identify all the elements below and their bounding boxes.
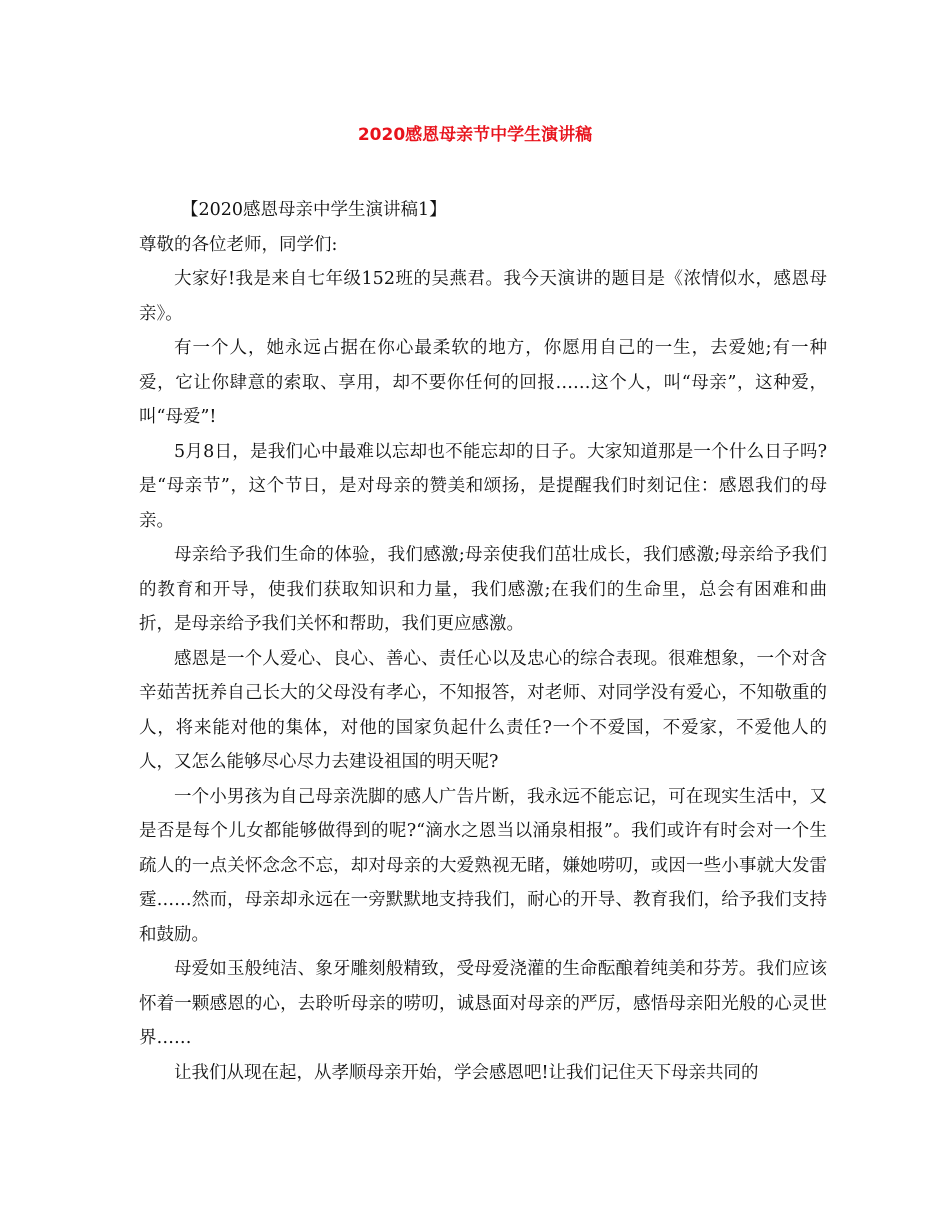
paragraph: 5月8日，是我们心中最难以忘却也不能忘却的日子。大家知道那是一个什么日子吗?是“母亲节”，这个节日，是对母亲的赞美和颂扬，是提醒我们时刻记住：感恩我们的母亲。 — [139, 441, 827, 531]
document-title: 2020感恩母亲节中学生演讲稿 — [357, 125, 593, 145]
paragraph: 母爱如玉般纯洁、象牙雕刻般精致，受母爱浇灌的生命酝酿着纯美和芬芳。我们应该怀着一颗感恩的心，去聆听母亲的唠叨，诚恳面对母亲的严厉，感悟母亲阳光般的心灵世界…… — [139, 959, 827, 1048]
section-heading: 【2020感恩母亲中学生演讲稿1】 — [181, 200, 447, 220]
paragraph: 母亲给予我们生命的体验，我们感激;母亲使我们茁壮成长，我们感激;母亲给予我们的教育和开导，使我们获取知识和力量，我们感激;在我们的生命里，总会有困难和曲折，是母亲给予我们关怀和帮助，我们更应感激。 — [139, 545, 827, 634]
paragraph: 有一个人，她永远占据在你心最柔软的地方，你愿用自己的一生，去爱她;有一种爱，它让你肆意的索取、享用，却不要你任何的回报……这个人，叫“母亲”，这种爱，叫“母爱”! — [139, 338, 827, 427]
paragraph: 大家好!我是来自七年级152班的吴燕君。我今天演讲的题目是《浓情似水，感恩母亲》。 — [139, 269, 827, 324]
paragraph: 让我们从现在起，从孝顺母亲开始，学会感恩吧!让我们记住天下母亲共同的 — [174, 1062, 759, 1083]
paragraph: 感恩是一个人爱心、良心、善心、责任心以及忠心的综合表现。很难想象，一个对含辛茹苦抚养自己长大的父母没有孝心，不知报答，对老师、对同学没有爱心，不知敬重的人，将来能对他的集体，对他的国家负起什么责任?一个不爱国，不爱家，不爱他人的人，又怎么能够尽心尽力去建设祖国的明天呢? — [139, 648, 827, 772]
document-body — [139, 193, 827, 1090]
paragraph: 一个小男孩为自己母亲洗脚的感人广告片断，我永远不能忘记，可在现实生活中，又是否是每个儿女都能够做得到的呢?“滴水之恩当以涌泉相报”。我们或许有时会对一个生疏人的一点关怀念念不忘，却对母亲的大爱熟视无睹，嫌她唠叨，或因一些小事就大发雷霆……然而，母亲却永远在一旁默默地支持我们，耐心的开导、教育我们，给予我们支持和鼓励。 — [139, 786, 827, 945]
salutation: 尊敬的各位老师，同学们: — [139, 234, 338, 255]
